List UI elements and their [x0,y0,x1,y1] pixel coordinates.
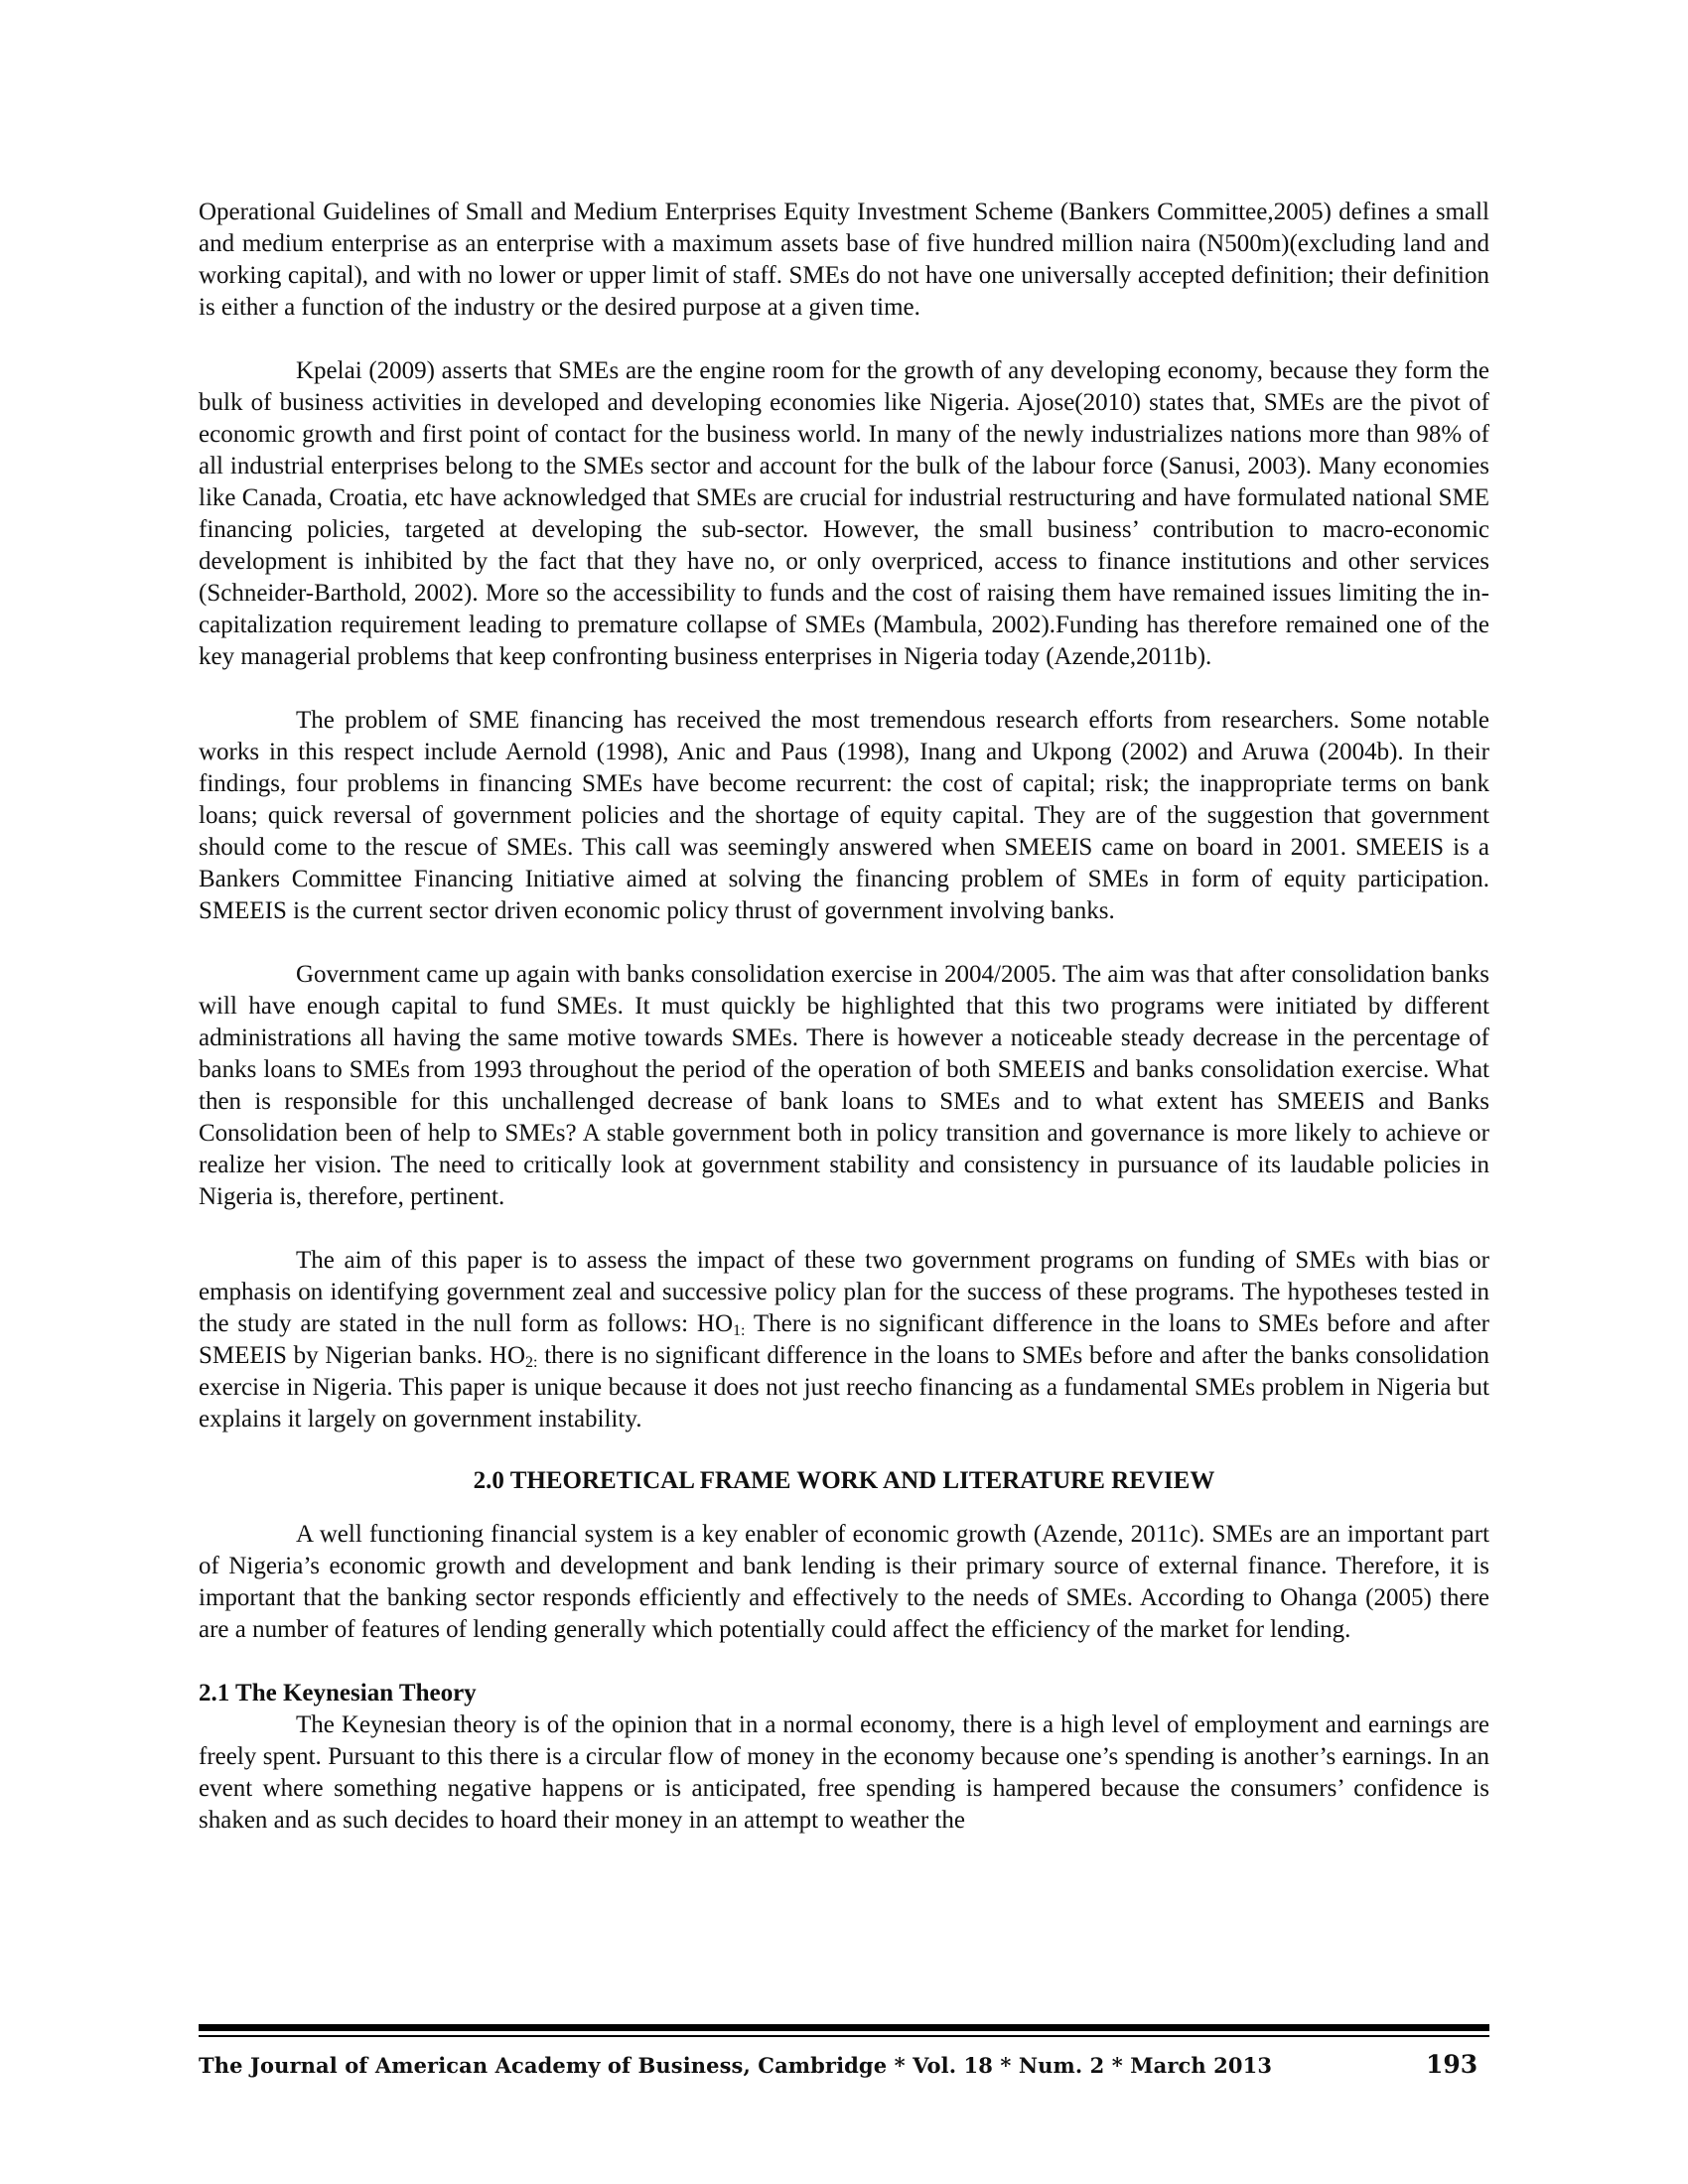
paragraph-aim-text-a: The aim of this paper is to assess the impact of these two government programs on funding of SMEs with bias or emphasis on identifying government zeal and successive policy plan for the success of these programs. The hypotheses tested in the study are stated in the null form as follows: HO [199,1247,1489,1337]
section-heading: 2.0 THEORETICAL FRAME WORK AND LITERATURE REVIEW [473,1467,1215,1494]
subsection-heading: 2.1 The Keynesian Theory [199,1680,477,1706]
paragraph-keynesian-theory: The Keynesian theory is of the opinion that in a normal economy, there is a high level of employment and earnings are freely spent. Pursuant to this there is a circular flow of money in the economy because one’s spending is another’s earnings. In an event where something negative happens or is anticipated, free spending is hampered because the consumers’ confidence is shaken and as such decides to hoard their money in an attempt to weather the [199,1711,1489,1834]
paragraph-sme-definition: Operational Guidelines of Small and Medium Enterprises Equity Investment Scheme (Bankers Committee,2005) defines a small and medium enterprise as an enterprise with a maximum assets base of five hundred million naira (N500m)(excluding land and working capital), and with no lower or upper limit of staff. SMEs do not have one universally accepted definition; their definition is either a function of the industry or the desired purpose at a given time. [199,199,1489,321]
paragraph-banks-consolidation: Government came up again with banks consolidation exercise in 2004/2005. The aim was that after consolidation banks will have enough capital to fund SMEs. It must quickly be highlighted that this two programs were initiated by different administrations all having the same motive towards SMEs. There is however a noticeable steady decrease in the percentage of banks loans to SMEs from 1993 throughout the period of the operation of both SMEEIS and banks consolidation exercise. What then is responsible for this unchallenged decrease of bank loans to SMEs and to what extent has SMEEIS and Banks Consolidation been of help to SMEs? A stable government both in policy transition and governance is more likely to achieve or realize her vision. The need to critically look at government stability and consistency in pursuance of its laudable policies in Nigeria is, therefore, pertinent. [199,961,1489,1210]
paragraph-paper-aim [199,1245,1489,1435]
paragraph-aim-text-c: there is no significant difference in the loans to SMEs before and after the banks consolidation exercise in Nigeria. This paper is unique because it does not just reecho financing as a fundamental SMEs problem in Nigeria but explains it largely on government instability. [199,1342,1489,1433]
paragraph-aim-text-b: There is no significant difference in the loans to SMEs before and after SMEEIS by Nigerian banks. HO [199,1310,1489,1369]
page-body [199,197,1489,1837]
page-number: 193 [1426,2050,1478,2079]
paragraph-sme-financing-problem: The problem of SME financing has received the most tremendous research efforts from researchers. Some notable works in this respect include Aernold (1998), Anic and Paus (1998), Inang and Ukpong (2002) and Aruwa (2004b). In their findings, four problems in financing SMEs have become recurrent: the cost of capital; risk; the inappropriate terms on bank loans; quick reversal of government policies and the shortage of equity capital. They are of the suggestion that government should come to the rescue of SMEs. This call was seemingly answered when SMEEIS came on board in 2001. SMEEIS is a Bankers Committee Financing Initiative aimed at solving the financing problem of SMEs in form of equity participation. SMEEIS is the current sector driven economic policy thrust of government involving banks. [199,707,1489,924]
paragraph-sme-importance: Kpelai (2009) asserts that SMEs are the engine room for the growth of any developing economy, because they form the bulk of business activities in developed and developing economies like Nigeria. Ajose(2010) states that, SMEs are the pivot of economic growth and first point of contact for the business world. In many of the newly industrializes nations more than 98% of all industrial enterprises belong to the SMEs sector and account for the bulk of the labour force (Sanusi, 2003). Many economies like Canada, Croatia, etc have acknowledged that SMEs are crucial for industrial restructuring and have formulated national SME financing policies, targeted at developing the sub-sector. However, the small business’ contribution to macro-economic development is inhibited by the fact that they have no, or only overpriced, access to finance institutions and other services (Schneider-Barthold, 2002). More so the accessibility to funds and the cost of raising them have remained issues limiting the in-capitalization requirement leading to premature collapse of SMEs (Mambula, 2002).Funding has therefore remained one of the key managerial problems that keep confronting business enterprises in Nigeria today (Azende,2011b). [199,357,1489,670]
footer-rule-thin [199,2035,1489,2037]
footer-journal-citation: The Journal of American Academy of Business, Cambridge * Vol. 18 * Num. 2 * March 2013 [199,2053,1273,2078]
footer-rule-thick [199,2024,1489,2031]
hypothesis-2-subscript: 2: [525,1354,538,1371]
paragraph-financial-system: A well functioning financial system is a key enabler of economic growth (Azende, 2011c). SMEs are an important part of Nigeria’s economic growth and development and bank lending is their primary source of external finance. Therefore, it is important that the banking sector responds efficiently and effectively to the needs of SMEs. According to Ohanga (2005) there are a number of features of lending generally which potentially could affect the efficiency of the market for lending. [199,1521,1489,1643]
hypothesis-1-subscript: 1: [733,1322,746,1339]
